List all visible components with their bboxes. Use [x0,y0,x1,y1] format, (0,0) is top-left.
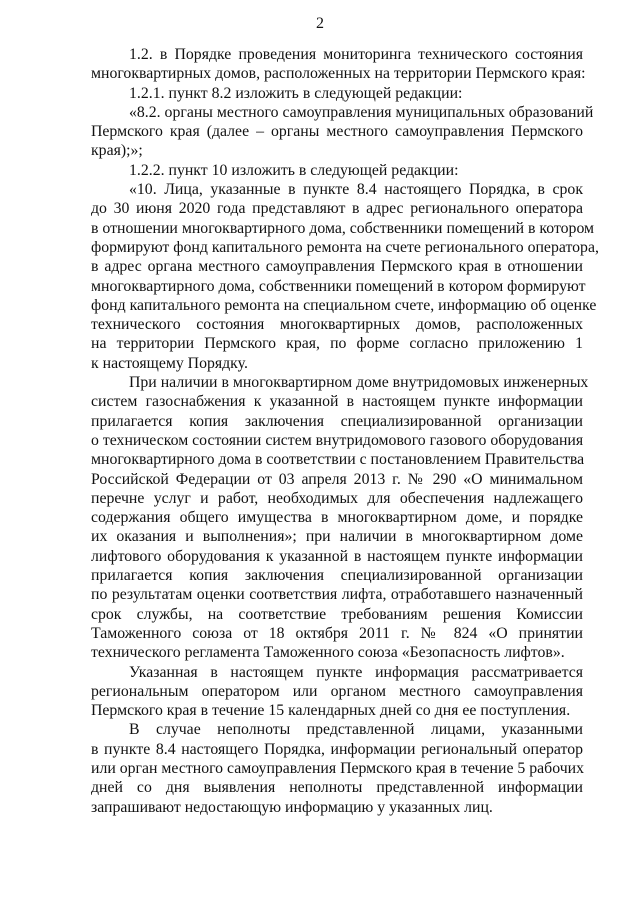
paragraph [91,103,594,161]
page-number: 2 [316,15,324,32]
text-line: до 30 июня 2020 года представляют в адрес регионального оператора [91,200,583,218]
text-line: в отношении многоквартирного дома, собственники помещений в котором [91,219,595,237]
paragraph [91,45,586,84]
text-line: дней со дня выявления неполноты представленной информации [91,779,583,797]
text-line: Указанная в настоящем пункте информация рассматривается [129,663,583,681]
text-line: прилагается копия заключения специализированной организации [91,567,583,585]
text-line: содержания общего имущества в многоквартирном доме, и порядке [91,509,583,527]
text-line: края);»; [91,142,143,160]
text-line: 1.2.2. пункт 10 изложить в следующей редакции: [129,161,459,179]
text-line: 1.2.1. пункт 8.2 изложить в следующей редакции: [129,84,463,102]
text-line: Пермского края (далее – органы местного самоуправления Пермского [91,123,583,141]
text-line: запрашивают недостающую информацию у указанных лиц. [91,798,493,816]
text-line: в адрес органа местного самоуправления Пермского края в отношении [91,258,583,276]
text-line: 1.2. в Порядке проведения мониторинга технического состояния [129,46,583,63]
text-line: фонд капитального ремонта на специальном счете, информацию об оценке [91,296,597,314]
text-line: по результатам оценки соответствия лифта, отработавшего назначенный [91,586,583,604]
text-line: многоквартирного дома в соответствии с постановлением Правительства [91,451,585,469]
text-line: формируют фонд капитального ремонта на счете регионального оператора, [91,238,599,256]
text-line: «10. Лица, указанные в пункте 8.4 настоящего Порядка, в срок [129,181,583,199]
text-line: их оказания и выполнения»; при наличии в многоквартирном доме [91,528,583,546]
text-line: прилагается копия заключения специализированной организации [91,412,583,430]
text-line: систем газоснабжения к указанной в настоящем пункте информации [91,393,583,411]
text-line: или орган местного самоуправления Пермского края в течение 5 рабочих [91,759,584,777]
text-line: Таможенного союза от 18 октября 2011 г. № 824 «О принятии [91,624,583,642]
text-line: многоквартирного дома, собственники помещений в котором формируют [91,277,586,295]
text-line: лифтового оборудования к указанной в настоящем пункте информации [91,547,583,565]
text-line: на территории Пермского края, по форме согласно приложению 1 [91,335,583,353]
paragraph [91,373,589,662]
paragraph [91,180,599,373]
text-line: многоквартирных домов, расположенных на территории Пермского края: [91,65,586,83]
text-line: региональным оператором или органом местного самоуправления [91,682,583,700]
text-line: технического состояния многоквартирных домов, расположенных [91,316,583,334]
paragraph [91,161,583,180]
text-line: перечне услуг и работ, необходимых для обеспечения надлежащего [91,489,583,507]
text-line: о техническом состоянии систем внутридомового газового оборудования [91,431,584,449]
text-line: В случае неполноты представленной лицами, указанными [129,721,583,739]
text-line: к настоящему Порядку. [91,354,248,372]
text-line: Российской Федерации от 03 апреля 2013 г. № 290 «О минимальном [91,470,583,488]
paragraph [91,663,583,721]
text-line: срок службы, на соответствие требованиям решения Комиссии [91,605,583,623]
text-line: в пункте 8.4 настоящего Порядка, информации региональный оператор [91,740,583,758]
paragraph [91,720,583,816]
document-body [91,45,599,817]
paragraph [91,84,583,103]
text-line: «8.2. органы местного самоуправления муниципальных образований [129,103,594,121]
text-line: При наличии в многоквартирном доме внутридомовых инженерных [129,374,589,392]
text-line: Пермского края в течение 15 календарных дней со дня ее поступления. [91,702,571,720]
text-line: технического регламента Таможенного союза «Безопасность лифтов». [91,644,565,662]
